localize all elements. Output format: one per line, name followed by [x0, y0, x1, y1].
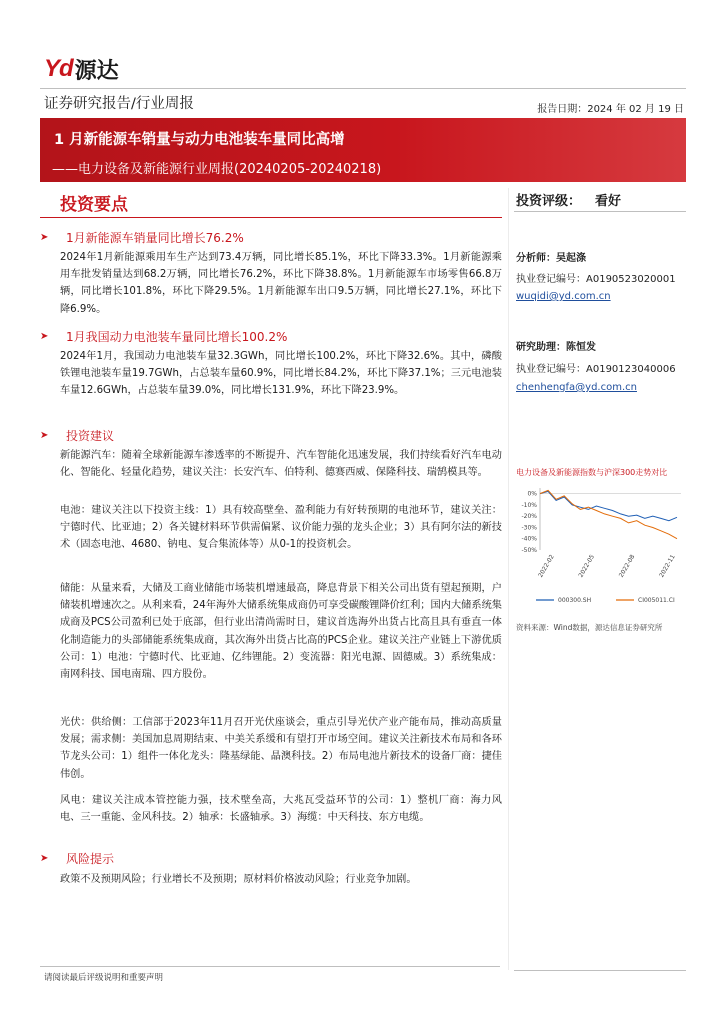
- arrow-icon: ➤: [40, 232, 49, 243]
- series-line-1: [540, 490, 677, 538]
- rating-label: 投资评级：: [516, 194, 582, 209]
- report-type: 证券研究报告/行业周报: [44, 96, 194, 112]
- paragraph-wind: 风电：建议关注成本管控能力强，技术壁垒高，大兆瓦受益环节的公司：1）整机厂商：海力风电、三一重能、金风科技。2）轴承：长盛轴承。3）海缆：中天科技、东方电缆。: [60, 795, 502, 824]
- y-tick-label: -30%: [521, 524, 537, 532]
- title-banner: [40, 118, 686, 182]
- legend-label: 000300.SH: [558, 597, 592, 604]
- bullet-label: 风险提示: [66, 852, 115, 866]
- x-tick-label: 2022-02: [537, 553, 556, 579]
- investment-rating: [516, 190, 621, 209]
- footer-disclaimer: 请阅读最后评级说明和重要声明: [44, 973, 164, 983]
- section-heading: 投资要点: [60, 195, 128, 215]
- analyst-cert: 执业登记编号：A0190523020001: [516, 274, 676, 285]
- report-date: 报告日期：2024 年 02 月 19 日: [537, 104, 684, 115]
- header-rule: [40, 88, 686, 89]
- bullet-heading-risk: [40, 850, 114, 867]
- rating-rule: [514, 211, 686, 212]
- section-rule: [40, 217, 502, 218]
- footer-rule: [40, 966, 500, 967]
- chart-title: 电力设备及新能源指数与沪深300走势对比: [516, 468, 668, 477]
- analyst-email-link[interactable]: wuqidi@yd.com.cn: [516, 291, 611, 302]
- paragraph-solar: 光伏：供给侧：工信部于2023年11月召开光伏座谈会，重点引导光伏产业产能布局，推动高质量发展；需求侧：美国加息周期结束、中美关系缓和有望打开市场空间。建议关注新技术布局和各环节龙头公司：1）组件一体化龙头：隆基绿能、晶澳科技。2）布局电池片新技术的设备厂商：捷佳伟创。: [60, 717, 502, 780]
- series-line-0: [540, 491, 677, 520]
- paragraph-storage: 储能：从量来看，大储及工商业储能市场装机增速最高，降息背景下相关公司出货有望起预期，户储装机增速次之。从利来看，24年海外大储系统集成商仍可享受碳酸锂降价红利；国内大储系统集成商及PCS公司盈利已处于底部，但行业出清尚需时日，建议首选海外出货占比高且具有垂直一体化制造能力的头部储能系统集成商，其次海外出货占比高的PCS企业。建议关注产业链上下游优质公司：1）电池：宁德时代、比亚迪、亿纬锂能。2）变流器：阳光电源、固德威。3）系统集成：南网科技、国电南瑞、四方股份。: [60, 583, 502, 681]
- bullet-label: 投资建议: [66, 429, 115, 443]
- paragraph-nev: 新能源汽车：随着全球新能源车渗透率的不断提升、汽车智能化迅速发展，我们持续看好汽车电动化、智能化、轻量化趋势，建议关注：长安汽车、伯特利、德赛西威、保隆科技、瑞鹄模具等。: [60, 450, 502, 479]
- paragraph-battery: 2024年1月，我国动力电池装车量32.3GWh，同比增长100.2%，环比下降32.6%。其中，磷酸铁锂电池装车量19.7GWh，占总装车量60.9%，同比增长84.2%，环比下降37.1%；三元电池装车量12.6GWh，占总装车量39.0%，同比增长131.9%，环比下降23.9%。: [60, 351, 502, 397]
- x-tick-label: 2022-11: [658, 553, 677, 579]
- right-footer-rule: [514, 970, 686, 971]
- y-tick-label: -50%: [521, 547, 537, 554]
- bullet-heading-ev-sales: [40, 229, 244, 246]
- assistant-email-link[interactable]: chenhengfa@yd.com.cn: [516, 382, 637, 393]
- x-tick-label: 2022-08: [617, 553, 637, 579]
- bullet-label: 1月我国动力电池装车量同比增长100.2%: [66, 330, 288, 344]
- bullet-label: 1月新能源车销量同比增长76.2%: [66, 231, 244, 245]
- y-tick-label: -40%: [521, 535, 537, 543]
- chart-source: 资料来源：Wind数据，源达信息证券研究所: [516, 623, 663, 632]
- arrow-icon: ➤: [40, 853, 49, 864]
- logo-text: 源达: [74, 58, 119, 84]
- assistant-cert: 执业登记编号：A0190123040006: [516, 364, 676, 375]
- y-tick-label: -20%: [521, 513, 537, 521]
- paragraph-battery-advice: 电池：建议关注以下投资主线：1）具有较高壁垒、盈利能力有好转预期的电池环节，建议关注：宁德时代、比亚迪；2）各关键材料环节供需偏紧、议价能力强的龙头企业；3）具有阿尔法的新技术（固态电池、4680、钠电、复合集流体等）从0-1的投资机会。: [60, 505, 502, 551]
- bullet-heading-advice: [40, 427, 114, 444]
- x-tick-label: 2022-05: [577, 553, 597, 579]
- index-comparison-chart: [516, 480, 686, 618]
- legend-label: CI005011.CI: [638, 597, 675, 604]
- y-tick-label: -10%: [521, 501, 537, 509]
- paragraph-ev-sales: 2024年1月新能源乘用车生产达到73.4万辆，同比增长85.1%，环比下降33.3%。1月新能源乘用车批发销量达到68.2万辆，同比增长76.2%，环比下降38.8%。1月新能源车市场零售66.8万辆，同比增长101.8%，环比下降29.5%。1月新能源车出口9.5万辆，同比增长27.1%，环比下降6.9%。: [60, 252, 502, 315]
- arrow-icon: ➤: [40, 331, 49, 342]
- y-tick-label: 0%: [527, 490, 537, 498]
- paragraph-risk: 政策不及预期风险；行业增长不及预期；原材料价格波动风险；行业竞争加剧。: [60, 874, 417, 885]
- report-subtitle: ——电力设备及新能源行业周报(20240205-20240218): [52, 162, 382, 177]
- arrow-icon: ➤: [40, 430, 49, 441]
- report-title: 1 月新能源车销量与动力电池装车量同比高增: [54, 132, 345, 148]
- assistant-name: 研究助理：陈恒发: [516, 342, 596, 353]
- logo-mark: Yd: [44, 55, 73, 82]
- company-logo: [44, 56, 119, 82]
- bullet-heading-battery: [40, 328, 287, 345]
- analyst-name: 分析师：吴起涤: [516, 253, 586, 264]
- rating-value: 看好: [595, 194, 622, 209]
- column-divider: [508, 188, 509, 970]
